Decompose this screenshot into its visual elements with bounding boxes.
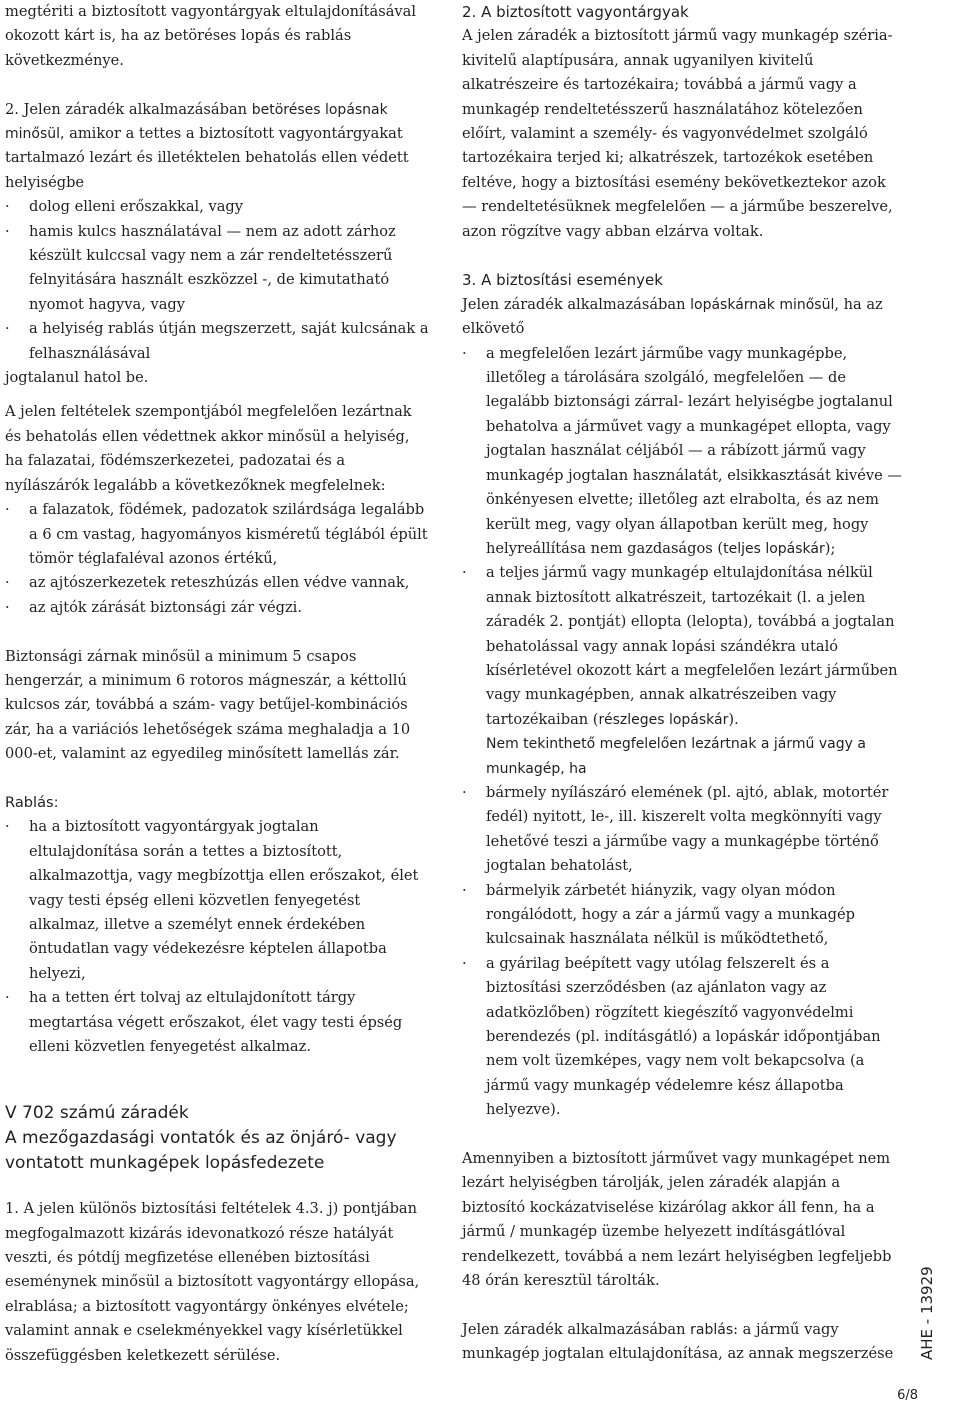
burglary-bullet-list: [5, 195, 430, 366]
page-number: 6/8: [897, 1388, 918, 1403]
list-item: · a megfelelően lezárt járműbe vagy munkagépbe, illetőleg a tárolására szolgáló, megfelelően — de legalább biztonsági zárral- lezárt helyiségbe jogtalanul behatolva a járművet vagy a munkagépet ellopta, vagy jogtalan használat céljából — a rábízott jármű vagy munkagép jogtalan használatát, elsikkasztását kivéve — önkényesen elvette; illetőleg azt elrabolta, és az nem került meg, vagy olyan állapotban került meg, hogy helyreállítása nem gazdaságos (teljes lopáskár);: [462, 342, 902, 562]
paragraph-burglary-end: jogtalanul hatol be.: [5, 369, 149, 387]
document-code: AHE - 13929: [918, 1266, 936, 1360]
robbery-label: Rablás:: [5, 793, 59, 811]
heading-insured-events: 3. A biztosítási események: [462, 271, 663, 290]
paragraph-security-lock: Biztonsági zárnak minősül a minimum 5 csapos hengerzár, a minimum 6 rotoros mágneszár, a kéttollú kulcsos zár, továbbá a szám- vagy betűjel-kombinációs zár, ha a variációs lehetőségek száma meghaladja a 10 000-et, valamint az egyedileg minősített lamellás zár.: [5, 647, 411, 763]
heading-insured-items: 2. A biztosított vagyontárgyak: [462, 3, 689, 21]
list-item: · ha a biztosított vagyontárgyak jogtalan eltulajdonítása során a tettes a biztosított, alkalmazottja, vagy megbízottja ellen erőszakot, élet vagy testi épség elleni közvetlen fenyegetést alkalmaz, illetve a személyt ennek érdekében öntudatlan vagy védekezésre képtelen állapotba helyezi,: [5, 815, 430, 986]
list-item: · az ajtók zárását biztonsági zár végzi.: [5, 596, 430, 620]
list-item: · a gyárilag beépített vagy utólag felszerelt és a biztosítási szerződésben (az ajánlaton vagy az adatközlőben) rögzített kiegészítő vagyonvédelmi berendezés (pl. indításgátló) a lopáskár időpontjában nem volt üzemképes, vagy nem volt bekapcsolva (a jármű vagy munkagép védelemre kész állapotba helyezve).: [462, 952, 902, 1123]
left-column: [5, 0, 430, 1368]
paragraph-continuation: megtériti a biztosított vagyontárgyak eltulajdonításával okozott kárt is, ha az betöréses lopás és rablás következménye.: [5, 3, 417, 69]
section-title-code: V 702 számú záradék: [5, 1103, 189, 1124]
section-title: A mezőgazdasági vontatók és az önjáró- vagy vontatott munkagépek lopásfedezete: [5, 1128, 397, 1173]
term-theft-damage: lopáskárnak minősül: [690, 296, 835, 313]
paragraph-theft-definition: Jelen záradék alkalmazásában lopáskárnak minősül, ha az elkövető: [462, 295, 883, 338]
secured-room-bullet-list: [5, 498, 430, 620]
paragraph-insured-items: A jelen záradék a biztosított jármű vagy munkagép széria-kivitelű alaptípusára, annak ugyanilyen kivitelű alkatrészeire és tartozékaira; továbbá a jármű vagy a munkagép rendeltetésszerű használatához kötelezően előírt, valamint a személy- és vagyonvédelmet szolgáló tartozékaira terjed ki; alkatrészek, tartozékok esetében feltéve, hogy a biztosítási esemény bekövetkeztekor azok — rendeltetésüknek megfelelően — a járműbe beszerelve, azon rögzítve vagy abban elzárva voltak.: [462, 27, 893, 240]
paragraph-burglary-definition: 2. Jelen záradék alkalmazásában betöréses lopásnak minősül, amikor a tettes a biztosított vagyontárgyakat tartalmazó lezárt és illetéktelen behatolás ellen védett helyiségbe: [5, 100, 409, 191]
robbery-bullet-list: [5, 815, 430, 1059]
list-item: · dolog elleni erőszakkal, vagy: [5, 195, 430, 219]
paragraph-secured-room: A jelen feltételek szempontjából megfelelően lezártnak és behatolás ellen védettnek akkor minősül a helyiség, ha falazatai, födémszerkezetei, padozatai és a nyílászárók legalább a következőknek megfelelnek:: [5, 403, 412, 494]
paragraph-unlocked-storage: Amennyiben a biztosított járművet vagy munkagépet nem lezárt helyiségben tárolják, jelen záradék alapján a biztosító kockázatviselése kizárólag akkor áll fenn, ha a jármű / munkagép üzembe helyezett indításgátlóval rendelkezett, továbbá a nem lezárt helyiségben legfeljebb 48 órán keresztül tárolták.: [462, 1150, 892, 1290]
list-item: · a falazatok, födémek, padozatok szilárdsága legalább a 6 cm vastag, hagyományos kisméretű téglából épült tömör téglafaléval azonos értékű,: [5, 498, 430, 571]
list-item: · a helyiség rablás útján megszerzett, saját kulcsának a felhasználásával: [5, 317, 430, 366]
subheading-not-secured: Nem tekinthető megfelelően lezártnak a jármű vagy a munkagép, ha: [486, 736, 866, 777]
list-item: · az ajtószerkezetek reteszhúzás ellen védve vannak,: [5, 571, 430, 595]
list-item: · bármelyik zárbetét hiányzik, vagy olyan módon rongálódott, hogy a zár a jármű vagy a munkagép kulcsainak használata nélkül is működtethető,: [462, 879, 902, 952]
list-item: · hamis kulcs használatával — nem az adott zárhoz készült kulccsal vagy nem a zár rendeltetésszerű felnyitására használt eszközzel -, de kimutatható nyomot hagyva, vagy: [5, 220, 430, 318]
not-secured-bullet-list: [462, 781, 902, 1123]
term-partial-theft: részleges lopáskár: [598, 711, 729, 728]
paragraph-robbery-definition: Jelen záradék alkalmazásában rablás: a jármű vagy munkagép jogtalan eltulajdonítása, az annak megszerzése: [462, 1320, 894, 1363]
term-burglary: betöréses lopásnak minősül,: [5, 101, 388, 143]
theft-bullet-list: [462, 342, 902, 733]
term-robbery: rablás: [690, 1321, 734, 1338]
list-item: · bármely nyílászáró elemének (pl. ajtó, ablak, motortér fedél) nyitott, le-, ill. kiszerelt volta megkönnyíti vagy lehetővé teszi a járműbe vagy a munkagépbe történő jogtalan behatolást,: [462, 781, 902, 879]
right-column: [462, 0, 902, 1367]
term-total-theft: teljes lopáskár: [723, 540, 825, 557]
list-item: · a teljes jármű vagy munkagép eltulajdonítása nélkül annak biztosított alkatrészeit, tartozékait (l. a jelen záradék 2. pontját) ellopta (lelopta), továbbá a jogtalan behatolással vagy annak lopási szándékra utaló kísérletével okozott kárt a megfelelően lezárt járműben vagy munkagépben, annak alkatrészeiben vagy tartozékaiban (részleges lopáskár).: [462, 561, 902, 732]
paragraph-v702-1: 1. A jelen különös biztosítási feltételek 4.3. j) pontjában megfogalmazott kizárás idevonatkozó része hatályát veszti, és pótdíj megfizetése ellenében biztosítási eseménynek minősül a biztosított vagyontárgy ellopása, elrablása; a biztosított vagyontárgy önkényes elvétele; valamint annak e cselekményekkel vagy kísérletükkel összefüggésben keletkezett sérülése.: [5, 1200, 420, 1364]
list-item: · ha a tetten ért tolvaj az eltulajdonított tárgy megtartása végett erőszakot, élet vagy testi épség elleni közvetlen fenyegetést alkalmaz.: [5, 986, 430, 1059]
